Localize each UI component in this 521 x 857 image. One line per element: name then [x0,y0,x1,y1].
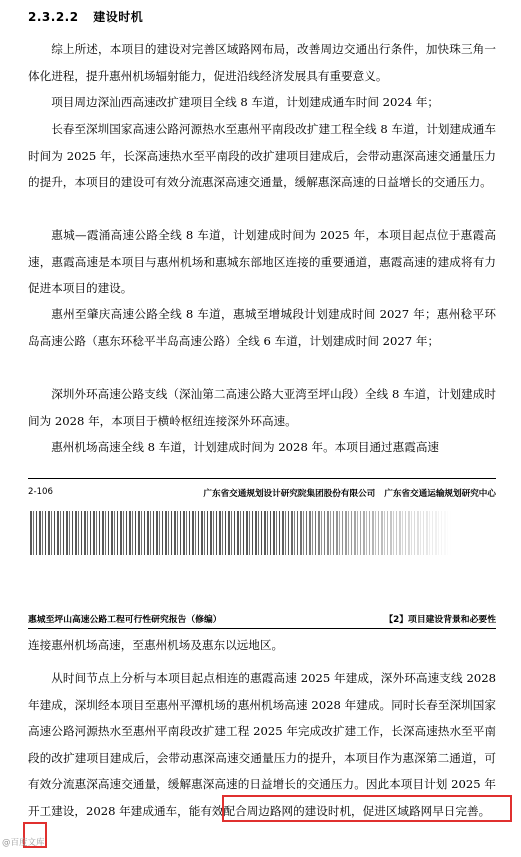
watermark: @百度文库 [2,838,45,848]
paragraph-shenwaihuan: 深圳外环高速公路支线（深汕第二高速公路大亚湾至坪山段）全线 8 车道，计划建成时间为 2028 年，本项目于横岭枢纽连接深外环高速。 [28,387,496,428]
section-heading [28,8,143,25]
section-number: 2.3.2.2 [28,10,79,24]
section-title: 建设时机 [93,10,144,24]
paragraph-continuation: 连接惠州机场高速，至惠州机场及惠东以远地区。 [28,638,284,652]
paragraph-airport: 惠州机场高速全线 8 车道，计划建成时间为 2028 年。本项目通过惠霞高速 [51,440,440,454]
footer-organizations [203,487,496,499]
footer-org-right: 广东省交通运输规划研究中心 [384,489,496,499]
chapter-label: 【2】项目建设背景和必要性 [384,615,496,625]
page-header [28,612,496,629]
page-footer [28,478,496,499]
paragraph-timing-analysis: 从时间节点上分析与本项目起点相连的惠霞高速 2025 年建成，深外环高速支线 2028 年建成，深圳经本项目至惠州平潭机场的惠州机场高速 2028 年建成。同时长春至深圳国家高速公路河源热水至惠州平南段改扩建工程 2025 年完成改扩建工作，长深高速热水至平南段的改扩建项目建成后，会带动惠深高速交通量压力的提升，本项目作为惠深第二通道，可有效分流惠深高速交通量，缓解惠深高速的日益增长的交通压力。因此本项目计划 2025 年开工建设，2028 年建成通车，能有效配合周边路网的建设时机，促进区域路网早日完善。 [28,671,496,818]
paragraph-changshen: 长春至深圳国家高速公路河源热水至惠州平南段改扩建工程全线 8 车道，计划建成通车时间为 2025 年，长深高速热水至平南段的改扩建项目建成后，会带动惠深高速交通量压力的提升，本项目的建设可有效分流惠深高速交通量，缓解惠深高速的日益增长的交通压力。 [28,122,496,189]
page-gap [0,555,521,607]
barcode-image [30,511,495,555]
paragraph-summary: 综上所述，本项目的建设对完善区域路网布局，改善周边交通出行条件，加快珠三角一体化进程，提升惠州机场辐射能力，促进沿线经济发展具有重要意义。 [28,42,496,83]
paragraph-huixia: 惠城—霞涌高速公路全线 8 车道，计划建成时间为 2025 年，本项目起点位于惠霞高速，惠霞高速是本项目与惠州机场和惠城东部地区连接的重要通道，惠霞高速的建成将有力促进本项目的建设。 [28,228,496,295]
report-title: 惠城至坪山高速公路工程可行性研究报告（修编） [28,615,222,625]
paragraph-huizhao: 惠州至肇庆高速公路全线 8 车道，惠城至增城段计划建成时间 2027 年；惠州稔平环岛高速公路（惠东环稔平半岛高速公路）全线 6 车道，计划建成时间 2027 年； [28,307,496,348]
paragraph-shenshan: 项目周边深汕西高速改扩建项目全线 8 车道，计划建成通车时间 2024 年； [51,95,440,109]
highlight-box-upper [222,795,512,822]
page-number: 2-106 [28,487,53,497]
footer-org-left: 广东省交通规划设计研究院集团股份有限公司 [203,489,376,499]
